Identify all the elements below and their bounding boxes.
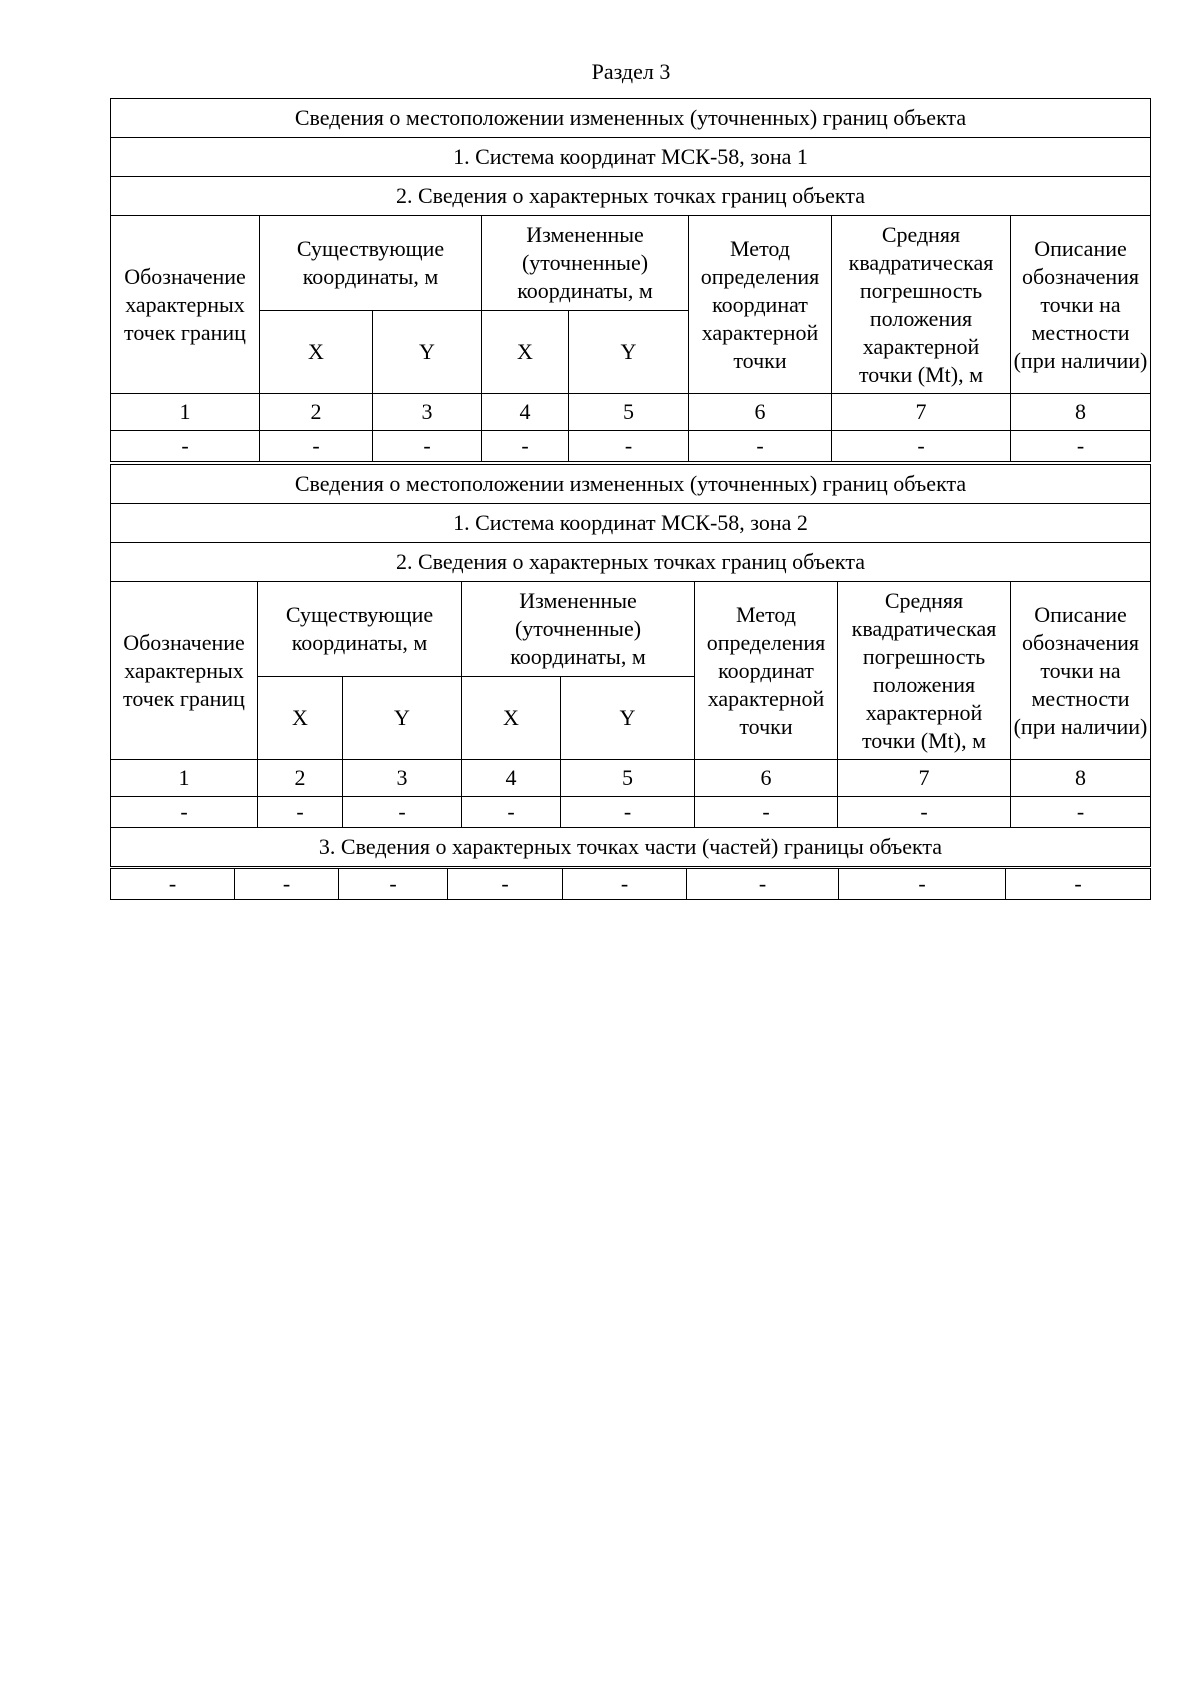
header-changed-coordinates: Измененные (уточненные) координаты, м — [482, 216, 689, 311]
table-cell: - — [563, 869, 687, 900]
table-cell: - — [482, 431, 569, 462]
table-cell: - — [1006, 869, 1151, 900]
header-method: Метод определения координат характерной точки — [689, 216, 832, 394]
table-cell: - — [111, 869, 235, 900]
header-changed-x: X — [482, 311, 569, 394]
column-number: 1 — [111, 760, 258, 797]
column-number: 6 — [689, 394, 832, 431]
column-number: 8 — [1011, 394, 1151, 431]
table-cell: - — [689, 431, 832, 462]
column-numbers-row — [111, 394, 1151, 431]
table-cell: - — [339, 869, 448, 900]
table-cell: - — [343, 797, 462, 828]
column-number: 4 — [482, 394, 569, 431]
table-cell: - — [569, 431, 689, 462]
table-row — [111, 869, 1151, 900]
header-method: Метод определения координат характерной точки — [695, 582, 838, 760]
table-cell: - — [111, 797, 258, 828]
header-designation: Обозначение характерных точек границ — [111, 582, 258, 760]
table-cell: - — [235, 869, 339, 900]
table-cell: - — [462, 797, 561, 828]
table-cell: - — [111, 431, 260, 462]
table-cell: - — [1011, 797, 1151, 828]
column-number: 8 — [1011, 760, 1151, 797]
table-cell: - — [260, 431, 373, 462]
coordinate-system: 1. Система координат МСК-58, зона 1 — [111, 138, 1151, 177]
header-existing-coordinates: Существующие координаты, м — [258, 582, 462, 677]
header-mean-error: Средняя квадратическая погрешность положения характерной точки (Mt), м — [832, 216, 1011, 394]
table-cell: - — [448, 869, 563, 900]
table-cell: - — [832, 431, 1011, 462]
parts-title: 3. Сведения о характерных точках части (частей) границы объекта — [111, 828, 1151, 867]
column-number: 2 — [260, 394, 373, 431]
zone-title: Сведения о местоположении измененных (уточненных) границ объекта — [111, 99, 1151, 138]
table-cell: - — [373, 431, 482, 462]
table-cell: - — [839, 869, 1006, 900]
header-existing-coordinates: Существующие координаты, м — [260, 216, 482, 311]
column-number: 5 — [561, 760, 695, 797]
header-changed-x: X — [462, 677, 561, 760]
points-title: 2. Сведения о характерных точках границ объекта — [111, 543, 1151, 582]
zone-title: Сведения о местоположении измененных (уточненных) границ объекта — [111, 465, 1151, 504]
header-designation: Обозначение характерных точек границ — [111, 216, 260, 394]
parts-table — [110, 868, 1151, 900]
header-existing-x: X — [260, 311, 373, 394]
table-cell: - — [687, 869, 839, 900]
points-title: 2. Сведения о характерных точках границ объекта — [111, 177, 1151, 216]
coordinate-system: 1. Система координат МСК-58, зона 2 — [111, 504, 1151, 543]
column-number: 3 — [373, 394, 482, 431]
header-changed-y: Y — [569, 311, 689, 394]
column-number: 7 — [832, 394, 1011, 431]
column-number: 4 — [462, 760, 561, 797]
column-number: 6 — [695, 760, 838, 797]
table-row — [111, 797, 1151, 828]
table-cell: - — [1011, 431, 1151, 462]
column-number: 7 — [838, 760, 1011, 797]
zone-1-table — [110, 98, 1151, 462]
table-cell: - — [695, 797, 838, 828]
header-description: Описание обозначения точки на местности (при наличии) — [1011, 582, 1151, 760]
section-title: Раздел 3 — [591, 59, 671, 84]
column-number: 5 — [569, 394, 689, 431]
column-number: 2 — [258, 760, 343, 797]
header-description: Описание обозначения точки на местности (при наличии) — [1011, 216, 1151, 394]
zone-2-table — [110, 464, 1151, 867]
column-numbers-row — [111, 760, 1151, 797]
column-number: 3 — [343, 760, 462, 797]
header-existing-y: Y — [343, 677, 462, 760]
header-existing-y: Y — [373, 311, 482, 394]
table-row — [111, 431, 1151, 462]
header-mean-error: Средняя квадратическая погрешность положения характерной точки (Mt), м — [838, 582, 1011, 760]
table-cell: - — [258, 797, 343, 828]
header-existing-x: X — [258, 677, 343, 760]
column-number: 1 — [111, 394, 260, 431]
table-cell: - — [561, 797, 695, 828]
table-cell: - — [838, 797, 1011, 828]
header-changed-y: Y — [561, 677, 695, 760]
header-changed-coordinates: Измененные (уточненные) координаты, м — [462, 582, 695, 677]
